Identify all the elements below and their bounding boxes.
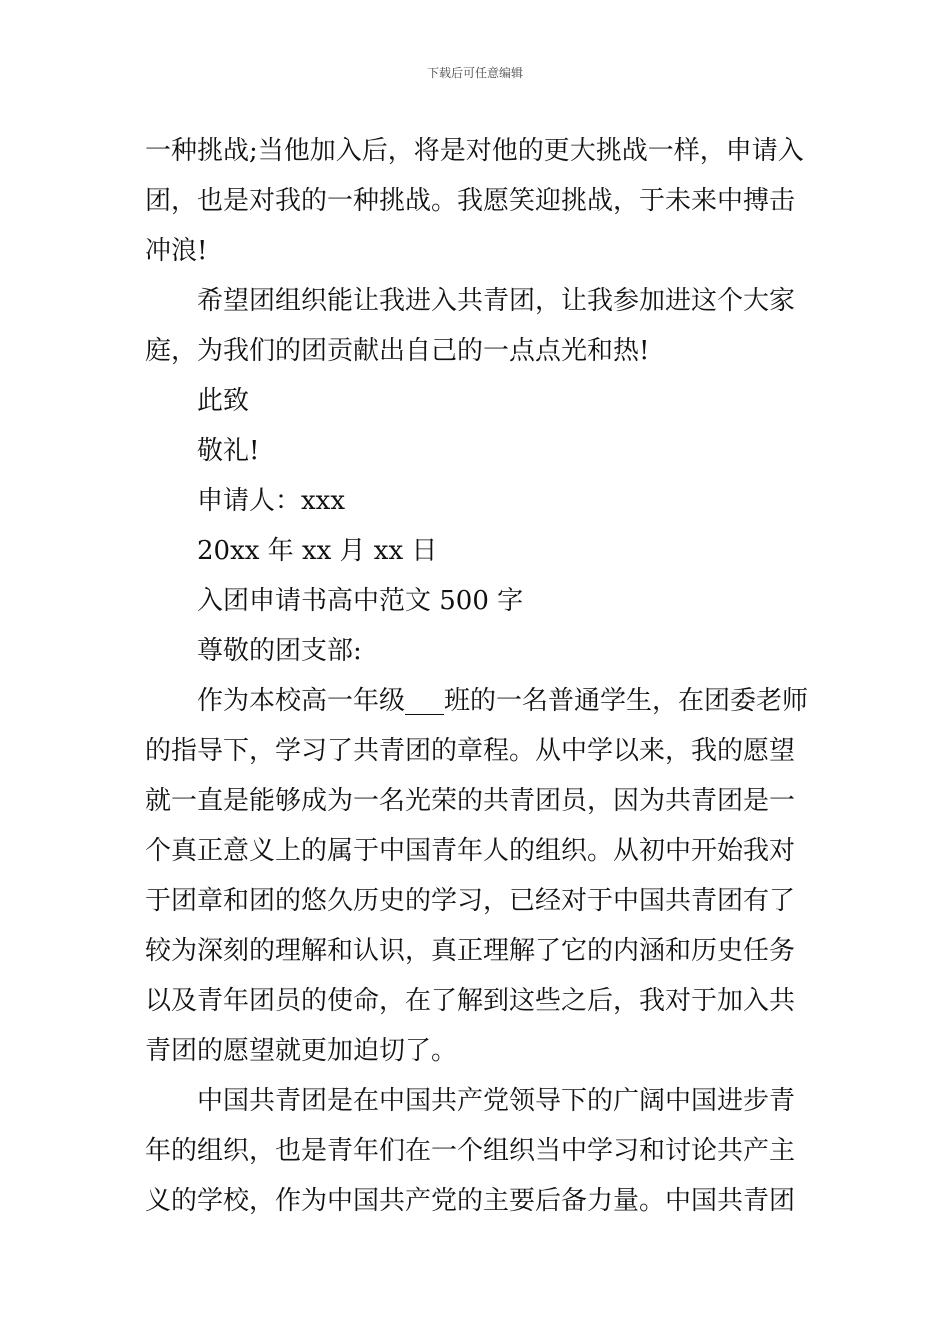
- text-line: 的指导下，学习了共青团的章程。从中学以来，我的愿望: [145, 736, 796, 766]
- text-line: 个真正意义上的属于中国青年人的组织。从初中开始我对: [145, 836, 796, 866]
- text-line: 年的组织，也是青年们在一个组织当中学习和讨论共产主: [145, 1136, 796, 1166]
- text-line: 青团的愿望就更加迫切了。: [145, 1036, 458, 1066]
- document-body: [145, 126, 807, 1226]
- text-line: 入团申请书高中范文 500 字: [197, 586, 524, 616]
- text-line: 于团章和团的悠久历史的学习，已经对于中国共青团有了: [145, 886, 796, 916]
- text-line: 义的学校，作为中国共产党的主要后备力量。中国共青团: [145, 1186, 796, 1216]
- text-line: 尊敬的团支部:: [197, 636, 362, 666]
- text-line: 此致: [197, 386, 250, 416]
- text-line: 20xx 年 xx 月 xx 日: [197, 536, 438, 566]
- text-line: 以及青年团员的使命，在了解到这些之后，我对于加入共: [145, 986, 796, 1016]
- text-line: 作为本校高一年级___班的一名普通学生，在团委老师: [197, 686, 809, 716]
- text-line: 较为深刻的理解和认识，真正理解了它的内涵和历史任务: [145, 936, 796, 966]
- text-line: 冲浪!: [145, 236, 208, 266]
- page-header: 下载后可任意编辑: [426, 66, 523, 80]
- text-line: 申请人：xxx: [197, 486, 345, 516]
- text-line: 希望团组织能让我进入共青团，让我参加进这个大家: [197, 286, 796, 316]
- text-line: 就一直是能够成为一名光荣的共青团员，因为共青团是一: [145, 786, 796, 816]
- text-line: 团，也是对我的一种挑战。我愿笑迎挑战，于未来中搏击: [145, 186, 796, 216]
- text-line: 中国共青团是在中国共产党领导下的广阔中国进步青: [197, 1086, 796, 1116]
- text-line: 庭，为我们的团贡献出自己的一点点光和热!: [145, 336, 650, 366]
- text-line: 一种挑战;当他加入后，将是对他的更大挑战一样，申请入: [145, 136, 804, 166]
- text-line: 敬礼!: [197, 436, 260, 466]
